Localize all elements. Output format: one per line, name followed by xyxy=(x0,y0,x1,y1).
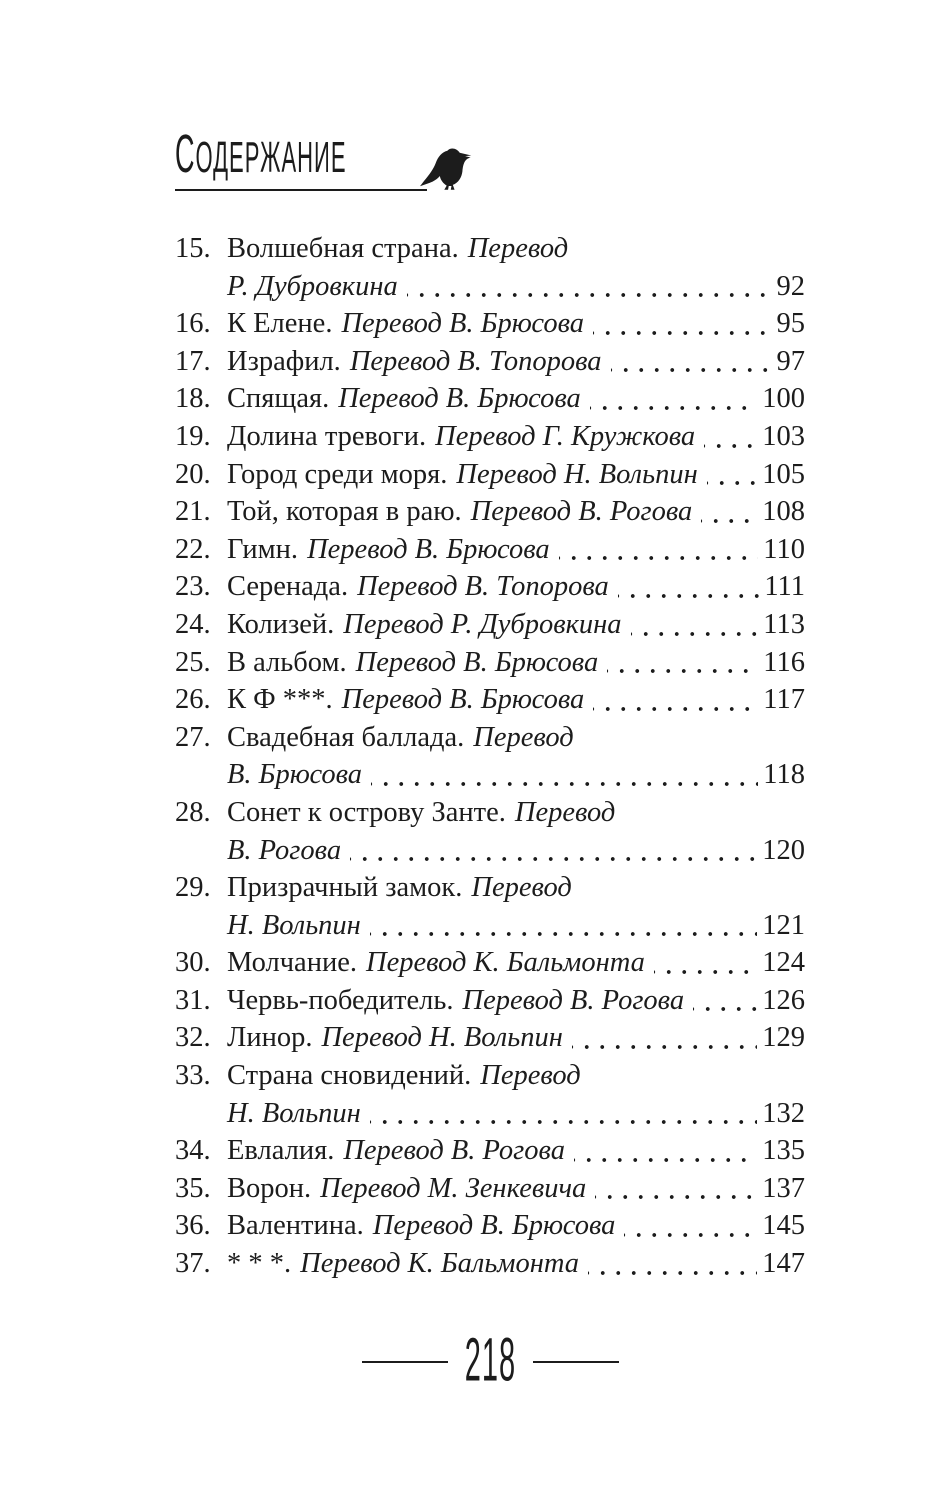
dot-leader xyxy=(350,832,757,870)
entry-translator-continued: Н. Вольпин xyxy=(227,1097,361,1129)
entry-number: 24. xyxy=(175,608,211,640)
entry-number: 15. xyxy=(175,233,211,264)
entry-title: Валентина. xyxy=(227,1210,364,1242)
entry-title: Молчание. xyxy=(227,947,357,979)
entry-page: 103 xyxy=(762,420,805,452)
entry-title: * * *. xyxy=(227,1248,292,1280)
entry-page: 118 xyxy=(763,759,805,791)
entry-page: 108 xyxy=(762,496,805,528)
entry-title: К Ф ***. xyxy=(227,684,333,716)
dot-leader xyxy=(631,606,759,644)
entry-translator: Перевод xyxy=(471,872,572,904)
entry-page: 147 xyxy=(762,1248,805,1280)
entry-number: 26. xyxy=(175,684,211,716)
toc-header xyxy=(175,124,805,192)
entry-number: 34. xyxy=(175,1135,211,1167)
entry-title: Волшебная страна. xyxy=(227,233,459,264)
entry-page: 111 xyxy=(764,571,805,603)
entry-page: 110 xyxy=(763,533,805,565)
toc-entry-continuation-row xyxy=(175,268,805,306)
toc-entry-row xyxy=(175,343,805,381)
toc-entry-row xyxy=(175,869,805,907)
dot-leader xyxy=(370,1095,757,1133)
toc-entry-row xyxy=(175,230,805,268)
entry-page: 92 xyxy=(776,270,805,302)
entry-number: 28. xyxy=(175,796,211,828)
toc-entry-row xyxy=(175,944,805,982)
entry-number-spacer xyxy=(175,268,227,306)
header-rule xyxy=(175,189,427,191)
entry-translator: Перевод xyxy=(514,796,616,828)
entry-translator: Перевод В. Рогова xyxy=(462,984,685,1016)
entry-number: 21. xyxy=(175,496,211,528)
entry-title: Долина тревоги. xyxy=(227,420,427,452)
entry-translator: Перевод Н. Вольпин xyxy=(321,1022,563,1054)
entry-title: Червь-победитель. xyxy=(227,984,454,1016)
entry-number: 16. xyxy=(175,308,211,340)
toc-entry-row xyxy=(175,305,805,343)
raven-icon xyxy=(420,146,472,191)
dot-leader xyxy=(574,1132,757,1170)
entry-title: Гимн. xyxy=(227,533,299,565)
entry-translator: Перевод В. Брюсова xyxy=(355,646,599,678)
toc-entry-row xyxy=(175,531,805,569)
entry-translator-continued: В. Брюсова xyxy=(227,759,363,791)
toc-list xyxy=(175,230,805,1283)
entry-number: 32. xyxy=(175,1022,211,1054)
dot-leader xyxy=(607,644,758,682)
entry-number: 23. xyxy=(175,571,211,603)
entry-translator: Перевод xyxy=(473,721,574,753)
entry-number: 25. xyxy=(175,646,211,678)
toc-entry-row xyxy=(175,719,805,757)
footer-rule-left xyxy=(362,1361,448,1363)
entry-number: 33. xyxy=(175,1060,211,1092)
dot-leader xyxy=(593,681,758,719)
entry-page: 145 xyxy=(762,1210,805,1242)
entry-number-spacer xyxy=(175,907,227,945)
entry-translator: Перевод xyxy=(480,1060,581,1092)
entry-title: К Елене. xyxy=(227,308,333,340)
entry-page: 105 xyxy=(762,458,805,490)
entry-title: Евлалия. xyxy=(227,1135,335,1167)
entry-title: В альбом. xyxy=(227,646,347,678)
entry-page: 126 xyxy=(762,984,805,1016)
entry-title: Город среди моря. xyxy=(227,458,448,490)
entry-title: Страна сновидений. xyxy=(227,1060,472,1092)
dot-leader xyxy=(701,493,757,531)
toc-entry-row xyxy=(175,606,805,644)
page-title: СОДЕРЖАНИЕ xyxy=(175,124,347,184)
toc-entry-row xyxy=(175,1132,805,1170)
dot-leader xyxy=(559,531,759,569)
entry-translator: Перевод К. Бальмонта xyxy=(366,947,645,979)
entry-translator: Перевод В. Рогова xyxy=(470,496,693,528)
entry-number: 18. xyxy=(175,383,211,415)
entry-translator: Перевод Г. Кружкова xyxy=(435,420,696,452)
toc-entry-row xyxy=(175,1170,805,1208)
entry-page: 100 xyxy=(762,383,805,415)
entry-translator: Перевод В. Топорова xyxy=(349,345,602,377)
entry-translator: Перевод В. Брюсова xyxy=(341,308,585,340)
toc-entry-row xyxy=(175,456,805,494)
toc-entry-continuation-row xyxy=(175,1095,805,1133)
entry-translator: Перевод Н. Вольпин xyxy=(456,458,698,490)
entry-page: 116 xyxy=(763,646,805,678)
entry-page: 132 xyxy=(762,1097,805,1129)
entry-page: 120 xyxy=(762,834,805,866)
toc-entry-row xyxy=(175,644,805,682)
entry-number: 30. xyxy=(175,947,211,979)
entry-number-spacer xyxy=(175,1095,227,1133)
entry-translator: Перевод В. Брюсова xyxy=(372,1210,616,1242)
entry-page: 121 xyxy=(762,909,805,941)
entry-translator: Перевод Р. Дубровкина xyxy=(343,608,622,640)
dot-leader xyxy=(611,343,772,381)
dot-leader xyxy=(590,380,757,418)
toc-entry-continuation-row xyxy=(175,832,805,870)
toc-entry-row xyxy=(175,982,805,1020)
dot-leader xyxy=(595,1170,757,1208)
toc-entry-row xyxy=(175,1207,805,1245)
entry-page: 113 xyxy=(763,608,805,640)
entry-number: 19. xyxy=(175,420,211,452)
dot-leader xyxy=(572,1019,757,1057)
entry-title: Серенада. xyxy=(227,571,349,603)
dot-leader xyxy=(704,418,757,456)
entry-number: 20. xyxy=(175,458,211,490)
entry-page: 97 xyxy=(776,345,805,377)
entry-translator: Перевод М. Зенкевича xyxy=(320,1172,587,1204)
entry-page: 137 xyxy=(762,1172,805,1204)
entry-page: 117 xyxy=(763,684,805,716)
dot-leader xyxy=(618,568,760,606)
entry-number: 17. xyxy=(175,345,211,377)
entry-title: Линор. xyxy=(227,1022,313,1054)
entry-page: 129 xyxy=(762,1022,805,1054)
entry-number: 27. xyxy=(175,721,211,753)
entry-translator: Перевод В. Брюсова xyxy=(307,533,550,565)
entry-translator: Перевод В. Топорова xyxy=(357,571,609,603)
footer-rule-right xyxy=(533,1361,619,1363)
toc-entry-row xyxy=(175,1057,805,1095)
entry-translator: Перевод В. Брюсова xyxy=(338,383,581,415)
entry-title: Спящая. xyxy=(227,383,330,415)
entry-page: 95 xyxy=(776,308,805,340)
entry-title: Призрачный замок. xyxy=(227,872,463,904)
page-footer xyxy=(18,1327,945,1395)
entry-translator-continued: Р. Дубровкина xyxy=(227,270,398,302)
entry-number: 31. xyxy=(175,984,211,1016)
toc-entry-row xyxy=(175,568,805,606)
dot-leader xyxy=(370,907,757,945)
entry-translator: Перевод xyxy=(467,233,569,264)
toc-entry-row xyxy=(175,794,805,832)
entry-number: 35. xyxy=(175,1172,211,1204)
toc-entry-row xyxy=(175,1245,805,1283)
dot-leader xyxy=(407,268,772,306)
entry-number-spacer xyxy=(175,832,227,870)
entry-title: Ворон. xyxy=(227,1172,312,1204)
entry-number: 37. xyxy=(175,1248,211,1280)
toc-entry-continuation-row xyxy=(175,907,805,945)
toc-entry-row xyxy=(175,681,805,719)
entry-translator: Перевод К. Бальмонта xyxy=(300,1248,580,1280)
entry-translator-continued: В. Рогова xyxy=(227,834,342,866)
toc-entry-row xyxy=(175,1019,805,1057)
toc-entry-continuation-row xyxy=(175,756,805,794)
entry-number: 36. xyxy=(175,1210,211,1242)
entry-translator: Перевод В. Рогова xyxy=(343,1135,565,1167)
dot-leader xyxy=(593,305,771,343)
dot-leader xyxy=(707,456,758,494)
toc-entry-row xyxy=(175,380,805,418)
toc-entry-row xyxy=(175,418,805,456)
entry-title: Свадебная баллада. xyxy=(227,721,465,753)
entry-number-spacer xyxy=(175,756,227,794)
dot-leader xyxy=(371,756,758,794)
entry-title: Колизей. xyxy=(227,608,335,640)
entry-page: 124 xyxy=(762,947,805,979)
entry-title: Той, которая в раю. xyxy=(227,496,462,528)
toc-entry-row xyxy=(175,493,805,531)
page-number: 218 xyxy=(464,1327,517,1395)
entry-title: Израфил. xyxy=(227,345,341,377)
dot-leader xyxy=(624,1207,757,1245)
entry-translator-continued: Н. Вольпин xyxy=(227,909,361,941)
dot-leader xyxy=(588,1245,757,1283)
entry-number: 22. xyxy=(175,533,211,565)
entry-page: 135 xyxy=(762,1135,805,1167)
dot-leader xyxy=(693,982,757,1020)
entry-translator: Перевод В. Брюсова xyxy=(341,684,585,716)
entry-number: 29. xyxy=(175,872,211,904)
dot-leader xyxy=(654,944,757,982)
entry-title: Сонет к острову Занте. xyxy=(227,796,506,828)
